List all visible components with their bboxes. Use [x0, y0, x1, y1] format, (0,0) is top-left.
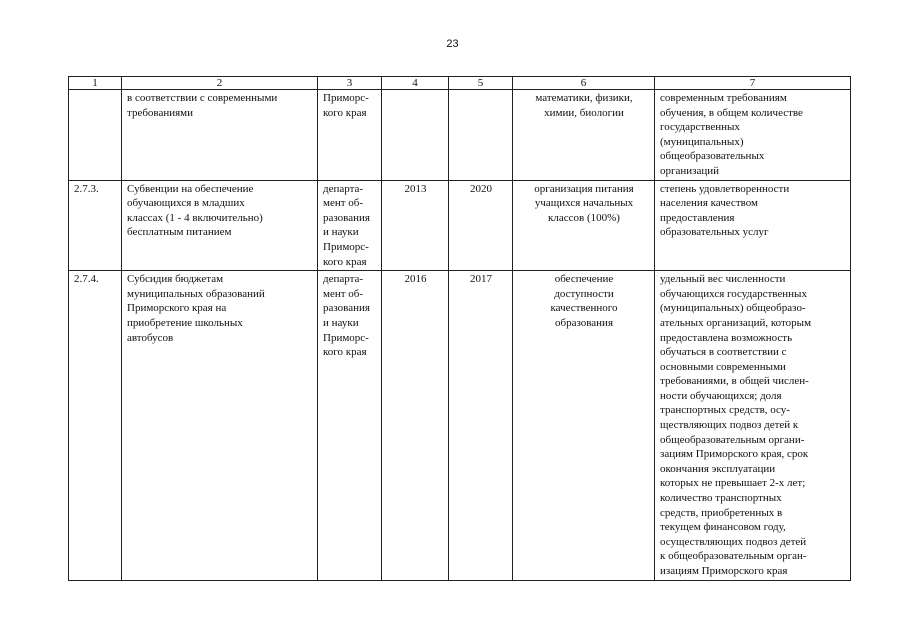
cell-text-line: кого края	[323, 346, 367, 359]
measure-name-cell	[122, 271, 318, 580]
cell-text-line: организация питания	[534, 182, 634, 195]
cell-text-line: обучения, в общем количестве	[660, 106, 803, 119]
cell-text-line: департа-	[323, 182, 364, 195]
cell-text-line: населения качеством	[660, 197, 758, 210]
cell-text-line: Приморс-	[323, 240, 369, 253]
cell-text-line: средств, приобретенных в	[660, 506, 783, 519]
indicator-cell	[655, 180, 851, 271]
cell-text-line: департа-	[323, 273, 364, 286]
cell-text-line: классах (1 - 4 включительно)	[127, 211, 263, 224]
cell-text-line: мент об-	[323, 287, 364, 300]
cell-text-line: ательных организаций, которым	[660, 316, 812, 329]
cell-text-line: муниципальных образований	[127, 287, 265, 300]
cell-text-line: автобусов	[127, 331, 174, 344]
col-header-6: 6	[513, 77, 655, 90]
cell-text-line: обеспечение	[554, 273, 614, 286]
cell-text-line: в соответствии с современными	[127, 92, 278, 104]
cell-text-line: общеобразовательных	[660, 150, 765, 163]
cell-text-line: зациям Приморского края, срок	[660, 448, 809, 461]
cell-text-line: разования	[323, 211, 370, 224]
start-year-cell: 2016	[382, 271, 449, 580]
measure-name-cell	[122, 180, 318, 271]
cell-text-line: к общеобразовательным орган-	[660, 550, 807, 563]
cell-text-line: обучающихся в младших	[127, 197, 245, 210]
col-header-1: 1	[69, 77, 122, 90]
cell-text-line: ности обучающихся; доля	[660, 389, 782, 402]
cell-text-line: кого края	[323, 255, 367, 268]
executor-cell	[318, 271, 382, 580]
start-year-cell: 2013	[382, 180, 449, 271]
program-measures-table	[68, 76, 851, 581]
cell-text-line: образовательных услуг	[660, 226, 769, 239]
cell-text-line: образования	[554, 316, 614, 329]
table-row	[69, 180, 851, 271]
cell-text-line: современным требованиям	[660, 92, 787, 104]
cell-text-line: качественного	[550, 302, 618, 315]
executor-cell	[318, 180, 382, 271]
expected-result-cell	[513, 271, 655, 580]
cell-text-line: математики, физики,	[535, 92, 633, 104]
cell-text-line: классов (100%)	[548, 211, 620, 224]
end-year-cell	[449, 90, 513, 181]
cell-text-line: количество транспортных	[660, 492, 782, 505]
cell-text-line: Субсидия бюджетам	[127, 273, 224, 286]
cell-text-line: текущем финансовом году,	[660, 521, 786, 534]
col-header-3: 3	[318, 77, 382, 90]
table-body	[69, 90, 851, 581]
cell-text-line: Приморского края на	[127, 302, 227, 315]
cell-text-line: требованиями	[127, 106, 194, 119]
cell-text-line: (муниципальных)	[660, 135, 744, 148]
column-number-row	[69, 77, 851, 90]
row-number-cell: 2.7.4.	[69, 271, 122, 580]
cell-text-line: мент об-	[323, 197, 364, 210]
cell-text-line: основными современными	[660, 360, 786, 373]
indicator-cell	[655, 90, 851, 181]
cell-text-line: ществляющих подвоз детей к	[660, 419, 799, 432]
start-year-cell	[382, 90, 449, 181]
cell-text-line: обучаться в соответствии с	[660, 346, 787, 359]
cell-text-line: Приморс-	[323, 331, 369, 344]
cell-text-line: разования	[323, 302, 370, 315]
table-row	[69, 90, 851, 181]
cell-text-line: государственных	[660, 121, 740, 134]
expected-result-cell	[513, 180, 655, 271]
cell-text-line: требованиями, в общей числен-	[660, 375, 809, 388]
measure-name-cell	[122, 90, 318, 181]
cell-text-line: кого края	[323, 106, 367, 119]
cell-text-line: обучающихся государственных	[660, 287, 807, 300]
cell-text-line: организаций	[660, 164, 720, 177]
cell-text-line: степень удовлетворенности	[660, 182, 790, 195]
cell-text-line: Субвенции на обеспечение	[127, 182, 254, 195]
cell-text-line: и науки	[323, 316, 359, 329]
col-header-2: 2	[122, 77, 318, 90]
cell-text-line: окончания эксплуатации	[660, 462, 776, 475]
row-number-cell	[69, 90, 122, 181]
cell-text-line: транспортных средств, осу-	[660, 404, 790, 417]
cell-text-line: химии, биологии	[544, 106, 624, 119]
indicator-cell	[655, 271, 851, 580]
cell-text-line: изациям Приморского края	[660, 565, 788, 577]
cell-text-line: предоставлена возможность	[660, 331, 793, 344]
col-header-5: 5	[449, 77, 513, 90]
col-header-7: 7	[655, 77, 851, 90]
end-year-cell: 2017	[449, 271, 513, 580]
cell-text-line: (муниципальных) общеобразо-	[660, 302, 806, 315]
row-number-cell: 2.7.3.	[69, 180, 122, 271]
cell-text-line: и науки	[323, 226, 359, 239]
cell-text-line: Приморс-	[323, 92, 369, 104]
cell-text-line: осуществляющих подвоз детей	[660, 535, 807, 548]
cell-text-line: приобретение школьных	[127, 316, 243, 329]
expected-result-cell	[513, 90, 655, 181]
end-year-cell: 2020	[449, 180, 513, 271]
cell-text-line: которых не превышает 2-х лет;	[660, 477, 806, 490]
cell-text-line: предоставления	[660, 211, 735, 224]
cell-text-line: удельный вес численности	[660, 273, 786, 286]
col-header-4: 4	[382, 77, 449, 90]
executor-cell	[318, 90, 382, 181]
cell-text-line: бесплатным питанием	[127, 226, 232, 239]
table-row	[69, 271, 851, 580]
cell-text-line: доступности	[554, 287, 614, 300]
cell-text-line: учащихся начальных	[534, 197, 634, 210]
cell-text-line: общеобразовательным органи-	[660, 433, 805, 446]
page-number: 23	[446, 38, 459, 50]
